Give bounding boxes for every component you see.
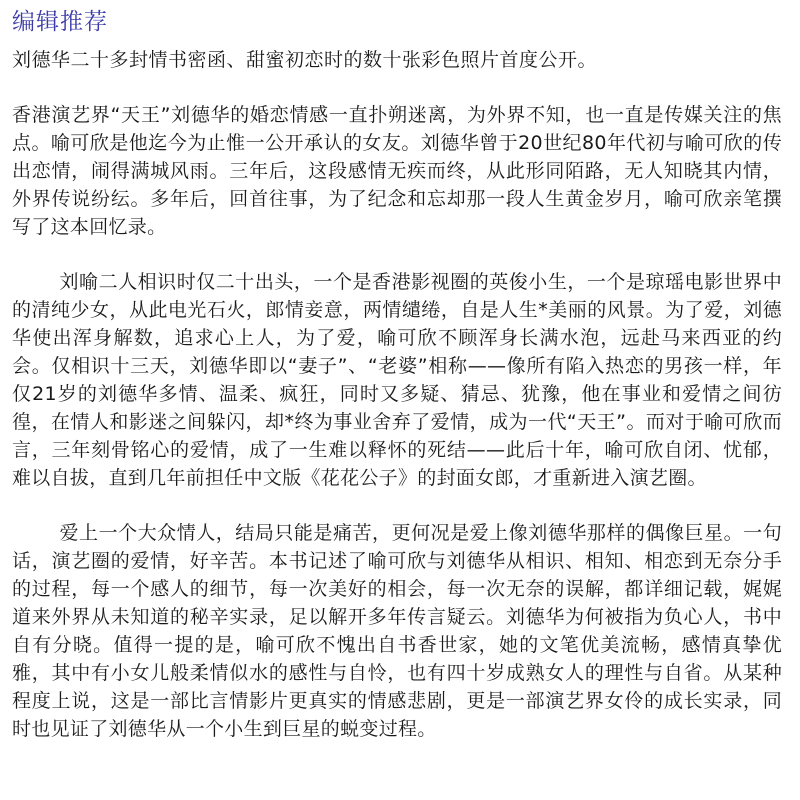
- intro-line: 刘德华二十多封情书密函、甜蜜初恋时的数十张彩色照片首度公开。: [12, 49, 598, 71]
- paragraph-2: 刘喻二人相识时仅二十出头，一个是香港影视圈的英俊小生，一个是琼瑶电影世界中的清纯少女，从此电光石火，郎情妾意，两情缱绻，自是人生*美丽的风景。为了爱，刘德华使出浑身解数，追求心上人，为了爱，喻可欣不顾浑身长满水泡，远赴马来西亚的约会。仅相识十三天，刘德华即以“妻子”、“老婆”相称——像所有陷入热恋的男孩一样，年仅21岁的刘德华多情、温柔、疯狂，同时又多疑、猜忌、犹豫，他在事业和爱情之间彷徨，在情人和影迷之间躲闪，却*终为事业舍弃了爱情，成为一代“天王”。而对于喻可欣而言，三年刻骨铭心的爱情，成了一生难以释怀的死结——此后十年，喻可欣自闭、忧郁，难以自拔，直到几年前担任中文版《花花公子》的封面女郎，才重新进入演艺圈。: [12, 271, 782, 489]
- paragraph-3: 爱上一个大众情人，结局只能是痛苦，更何况是爱上像刘德华那样的偶像巨星。一句话，演艺圈的爱情，好辛苦。本书记述了喻可欣与刘德华从相识、相知、相恋到无奈分手的过程，每一个感人的细节，每一次美好的相会，每一次无奈的误解，都详细记载，娓娓道来外界从未知道的秘辛实录，足以解开多年传言疑云。刘德华为何被指为负心人，书中自有分晓。值得一提的是，喻可欣不愧出自书香世家，她的文笔优美流畅，感情真挚优雅，其中有小女儿般柔情似水的感性与自怜，也有四十岁成熟女人的理性与自省。从某种程度上说，这是一部比言情影片更真实的情感悲剧，更是一部演艺界女伶的成长实录，同时也见证了刘德华从一个小生到巨星的蜕变过程。: [12, 522, 782, 740]
- paragraph-1: 香港演艺界“天王”刘德华的婚恋情感一直扑朔迷离，为外界不知，也一直是传媒关注的焦点。喻可欣是他迄今为止惟一公开承认的女友。刘德华曾于20世纪80年代初与喻可欣的传出恋情，闹得满城风雨。三年后，这段感情无疾而终，从此形同陌路，无人知晓其内情，外界传说纷纭。多年后，回首往事，为了纪念和忘却那一段人生黄金岁月，喻可欣亲笔撰写了这本回忆录。: [12, 104, 782, 238]
- section-heading: 编辑推荐: [12, 9, 108, 35]
